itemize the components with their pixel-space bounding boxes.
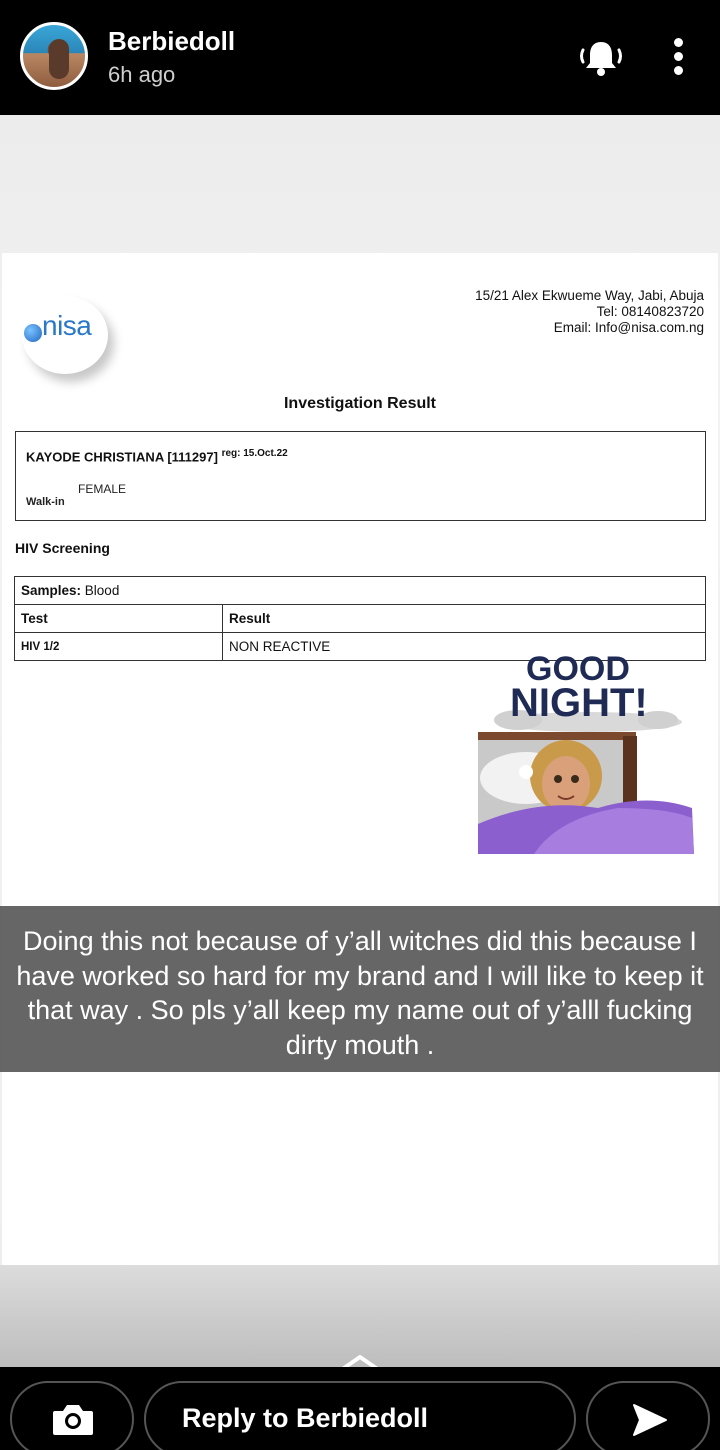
samples-cell [15,577,706,605]
email-line: Email: Info@nisa.com.ng [553,320,704,335]
clinic-address [475,288,704,336]
bell-icon[interactable] [578,38,624,78]
document-title: Investigation Result [283,395,437,412]
phone-line: Tel: 08140823720 [596,304,704,319]
address-line: 15/21 Alex Ekwueme Way, Jabi, Abuja [475,288,704,303]
reply-bar [0,1367,720,1450]
patient-name [26,448,288,464]
camera-icon [51,1401,95,1437]
username[interactable]: Berbiedoll [108,26,236,56]
registration-date: reg: 15.Oct.22 [221,448,288,459]
samples-label: Samples: [21,583,82,598]
good-night-sticker[interactable] [478,648,694,856]
time-ago: 6h ago [108,62,176,87]
logo-text: nisa [42,310,92,341]
send-icon [632,1403,668,1437]
test-result: NON REACTIVE [223,633,706,661]
section-title: HIV Screening [15,540,110,556]
send-button[interactable] [586,1381,710,1450]
sticker-line2: NIGHT! [510,681,648,725]
column-header-result: Result [223,605,706,633]
globe-icon [24,324,42,342]
table-header-row [15,605,706,633]
patient-gender: FEMALE [78,482,127,496]
more-options-icon[interactable] [666,38,690,78]
sticker-line1: GOOD [526,650,630,688]
test-name: HIV 1/2 [15,633,223,661]
story-header [0,0,720,115]
avatar[interactable] [20,22,88,90]
nisa-logo [22,296,108,374]
patient-info-box [15,431,706,521]
reply-input[interactable] [144,1381,576,1450]
story-caption: Doing this not because of y’all witches did this because I have worked so hard for my brand and I will like to keep it that way . So pls y’all keep my name out of y’alll fucking dirty mouth . [0,906,720,1072]
reply-placeholder: Reply to Berbiedoll [182,1403,429,1433]
samples-row [15,577,706,605]
samples-value: Blood [84,583,120,598]
column-header-test: Test [15,605,223,633]
patient-name-text: KAYODE CHRISTIANA [111297] [26,449,218,465]
camera-button[interactable] [10,1381,134,1450]
visit-type: Walk-in [26,496,65,508]
